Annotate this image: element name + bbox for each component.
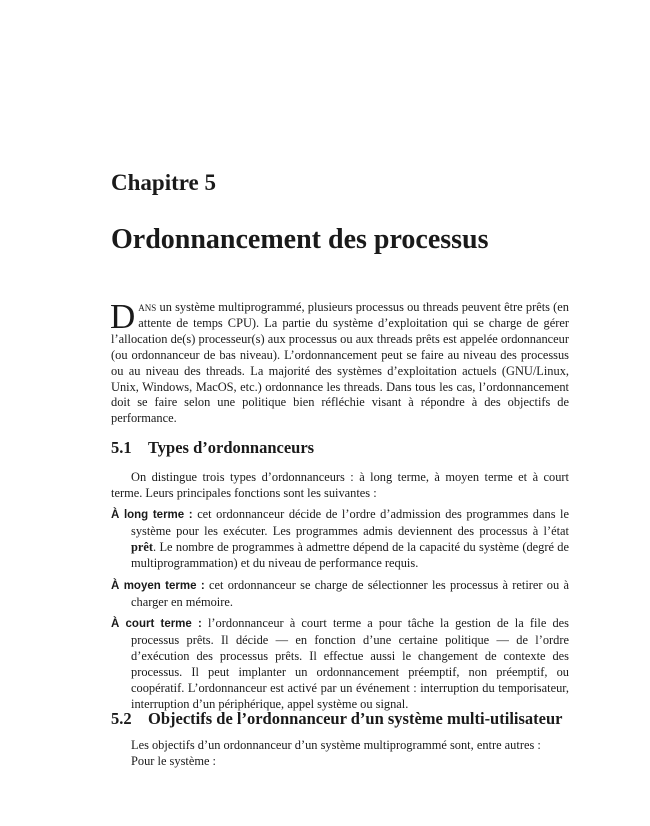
definition-term: À court terme : xyxy=(111,618,202,631)
drop-cap: D xyxy=(110,297,136,336)
definition-list xyxy=(111,507,569,719)
definition-bold: prêt xyxy=(131,539,154,554)
intro-text: un système multiprogrammé, plusieurs processus ou threads peuvent être prêts (en attente de temps CPU). La partie du système d’exploitation qui se charge de gérer l’allocation de(s) processeur(s) aux processus ou aux threads prêts est appelée ordonnanceur (ou ordonnanceur de bas niveau). L’ordonnancement peut se faire au niveau des processus ou au niveau des threads. La majorité des systèmes d’exploitation actuels (GNU/Linux, Unix, Windows, MacOS, etc.) ordonnance les threads. Dans tous les cas, l’ordonnancement doit se faire selon une politique bien réfléchie visant à répondre à des objectifs de performance. xyxy=(111,300,569,426)
definition-text: l’ordonnanceur à court terme a pour tâche la gestion de la file des processus prêts. Il décide — en fonction d’une certaine politique — de l’ordre d’exécution des processus prêts. Il effectue aussi le changement de contexte des processus. Il peut implanter un ordonnancement préemptif, non préemptif, ou coopératif. L’ordonnanceur est activé par un événement : interruption du temporisateur, interruption d’un périphérique, appel système ou signal. xyxy=(131,616,569,711)
section-number: 5.2 xyxy=(111,709,132,728)
definition-text: cet ordonnanceur se charge de sélectionner les processus à retirer ou à charger en mémoire. xyxy=(131,577,569,609)
types-intro-paragraph: On distingue trois types d’ordonnanceurs : à long terme, à moyen terme et à court terme. Leurs principales fonctions sont les suivantes : xyxy=(111,470,569,500)
objectives-line-2: Pour le système : xyxy=(131,753,217,768)
section-heading-types xyxy=(111,438,314,458)
definition-term: À long terme : xyxy=(111,509,193,521)
section-heading-objectives xyxy=(111,709,562,729)
section-title: Objectifs de l’ordonnanceur d’un système multi-utilisateur xyxy=(148,709,563,728)
definition-text-after: . Le nombre de programmes à admettre dépend de la capacité du système (degré de multiprogrammation) et du niveau de performance requis. xyxy=(131,539,569,570)
section-number: 5.1 xyxy=(111,438,132,457)
definition-term: À moyen terme : xyxy=(111,579,205,592)
section-title: Types d’ordonnanceurs xyxy=(148,438,315,457)
definition-item-medium-term xyxy=(111,578,569,611)
intro-paragraph xyxy=(110,297,569,427)
definition-item-short-term xyxy=(111,616,569,712)
intro-smallcaps: ans xyxy=(138,300,157,314)
objectives-line-1: Les objectifs d’un ordonnanceur d’un système multiprogrammé sont, entre autres : xyxy=(131,738,541,752)
definition-text: cet ordonnanceur décide de l’ordre d’admission des programmes dans le système pour les exécuter. Les programmes admis deviennent des processus à l’état xyxy=(131,507,570,538)
chapter-label: Chapitre 5 xyxy=(111,170,216,195)
definition-item-long-term xyxy=(111,507,569,572)
chapter-title: Ordonnancement des processus xyxy=(111,224,489,255)
objectives-paragraph xyxy=(131,738,569,770)
